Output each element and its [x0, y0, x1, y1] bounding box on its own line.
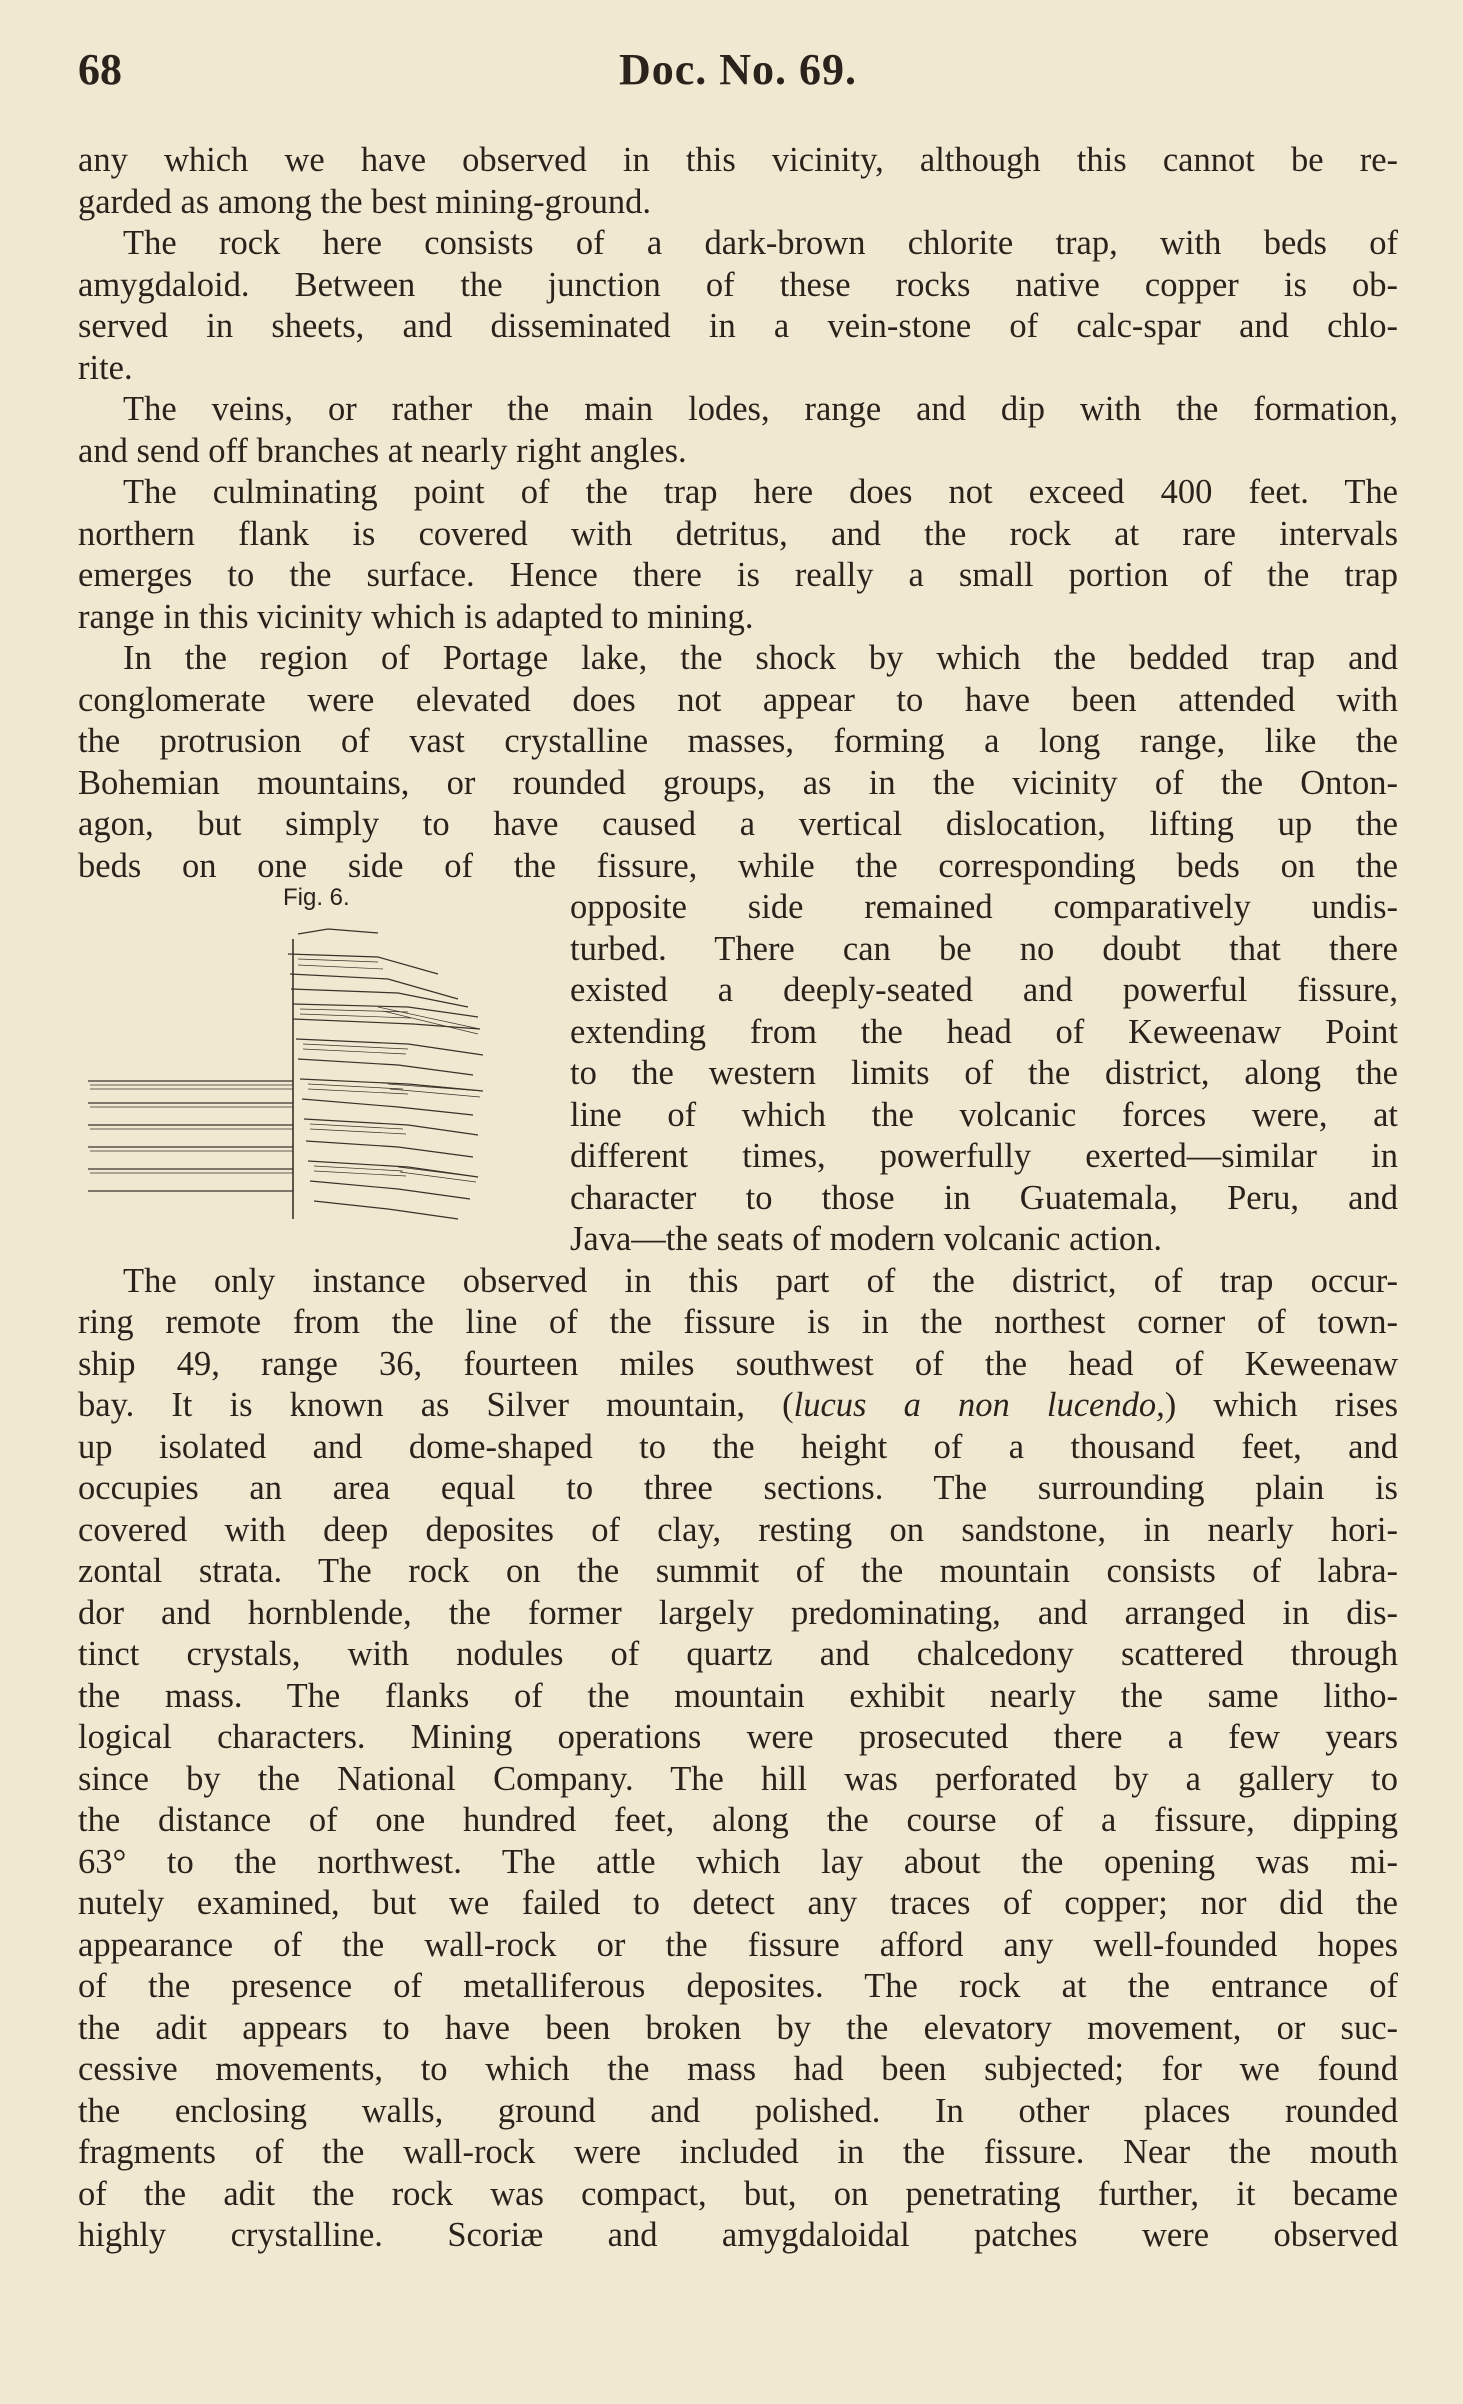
text-line: nutely examined, but we failed to detect any traces of copper; nor did the	[78, 1884, 1398, 1922]
text-line: tinct crystals, with nodules of quartz and chalcedony scattered through	[78, 1635, 1398, 1673]
text-line: logical characters. Mining operations were prosecuted there a few years	[78, 1718, 1398, 1756]
text-line: Bohemian mountains, or rounded groups, as in the vicinity of the Onton-	[78, 763, 1398, 802]
strata-diagram	[78, 879, 570, 1244]
text-line: dor and hornblende, the former largely predominating, and arranged in dis-	[78, 1593, 1398, 1632]
document-title: Doc. No. 69.	[618, 45, 858, 94]
text-line: appearance of the wall-rock or the fissure afford any well-founded hopes	[78, 1925, 1398, 1964]
text-line: zontal strata. The rock on the summit of the mountain consists of labra-	[78, 1552, 1398, 1590]
text-line: of the presence of metalliferous deposites. The rock at the entrance of	[78, 1967, 1398, 2005]
text-line: ring remote from the line of the fissure is in the northest corner of town-	[78, 1303, 1398, 1341]
text-line: The veins, or rather the main lodes, range and dip with the formation,	[123, 390, 1398, 428]
paragraphs-top	[78, 140, 1398, 887]
text-line: occupies an area equal to three sections. The surrounding plain is	[78, 1469, 1398, 1507]
text-line: The only instance observed in this part of the district, of trap occur-	[123, 1261, 1398, 1300]
text-line: opposite side remained comparatively undis-	[570, 888, 1398, 926]
text-line: ship 49, range 36, fourteen miles southwest of the head of Keweenaw	[78, 1344, 1398, 1383]
text-line: line of which the volcanic forces were, at	[570, 1095, 1398, 1134]
text-line: fragments of the wall-rock were included in the fissure. Near the mouth	[78, 2133, 1398, 2171]
text-line: character to those in Guatemala, Peru, and	[570, 1178, 1398, 1217]
text-line: In the region of Portage lake, the shock by which the bedded trap and	[123, 639, 1398, 677]
text-line: the adit appears to have been broken by the elevatory movement, or suc-	[78, 2008, 1398, 2047]
text-line: the distance of one hundred feet, along the course of a fissure, dipping	[78, 1801, 1398, 1839]
text-line: garded as among the best mining-ground.	[78, 182, 651, 221]
text-line: since by the National Company. The hill was perforated by a gallery to	[78, 1759, 1398, 1798]
text-line: amygdaloid. Between the junction of these rocks native copper is ob-	[78, 265, 1398, 304]
text-line: Java—the seats of modern volcanic action.	[570, 1220, 1163, 1258]
page-number: 68	[78, 45, 122, 94]
text-line: cessive movements, to which the mass had been subjected; for we found	[78, 2050, 1398, 2088]
page-header	[78, 44, 1398, 104]
text-line: The culminating point of the trap here does not exceed 400 feet. The	[123, 473, 1398, 511]
text-line: and send off branches at nearly right angles.	[78, 431, 687, 470]
paragraph-beside-figure	[570, 887, 1398, 1261]
paragraphs-bottom-pre	[78, 1261, 1398, 1386]
text-line: beds on one side of the fissure, while the corresponding beds on the	[78, 846, 1398, 885]
text-line: of the adit the rock was compact, but, on penetrating further, it became	[78, 2174, 1398, 2213]
text-line: rite.	[78, 348, 133, 387]
text-line: served in sheets, and disseminated in a vein-stone of calc-spar and chlo-	[78, 307, 1398, 345]
text-line: the mass. The flanks of the mountain exhibit nearly the same litho-	[78, 1676, 1398, 1715]
text-line: 63° to the northwest. The attle which lay about the opening was mi-	[78, 1842, 1398, 1881]
text-line: northern flank is covered with detritus, and the rock at rare intervals	[78, 514, 1398, 553]
text-line: covered with deep deposites of clay, resting on sandstone, in nearly hori-	[78, 1510, 1398, 1549]
text-line: existed a deeply-seated and powerful fissure,	[570, 971, 1398, 1009]
text-line: any which we have observed in this vicinity, although this cannot be re-	[78, 141, 1398, 179]
text-line: agon, but simply to have caused a vertical dislocation, lifting up the	[78, 805, 1398, 843]
text-line: different times, powerfully exerted—similar in	[570, 1137, 1398, 1175]
text-line: extending from the head of Keweenaw Point	[570, 1012, 1398, 1051]
text-line: to the western limits of the district, along the	[570, 1054, 1398, 1092]
figure-wrap-section	[78, 884, 1398, 1261]
latin-phrase: lucus a non lucendo,	[793, 1386, 1165, 1424]
text-line: turbed. There can be no doubt that there	[570, 929, 1398, 968]
text-line-italic	[78, 1385, 1398, 1427]
text-line: up isolated and dome-shaped to the height of a thousand feet, and	[78, 1427, 1398, 1466]
text-line: conglomerate were elevated does not appear to have been attended with	[78, 680, 1398, 719]
body-text	[78, 140, 1398, 2257]
text-line: The rock here consists of a dark-brown chlorite trap, with beds of	[123, 224, 1398, 262]
paragraphs-bottom	[78, 1427, 1398, 2257]
figure-label: Fig. 6.	[283, 884, 350, 911]
text-line: range in this vicinity which is adapted to mining.	[78, 597, 754, 636]
text-line: the protrusion of vast crystalline masses, forming a long range, like the	[78, 722, 1398, 760]
text-span: ) which rises	[1164, 1386, 1398, 1424]
text-line: highly crystalline. Scoriæ and amygdaloidal patches were observed	[78, 2216, 1398, 2254]
text-line: emerges to the surface. Hence there is really a small portion of the trap	[78, 556, 1398, 594]
fissure-illustration	[78, 879, 570, 1244]
text-line: the enclosing walls, ground and polished. In other places rounded	[78, 2091, 1398, 2130]
text-span: bay. It is known as Silver mountain, (	[78, 1386, 794, 1424]
